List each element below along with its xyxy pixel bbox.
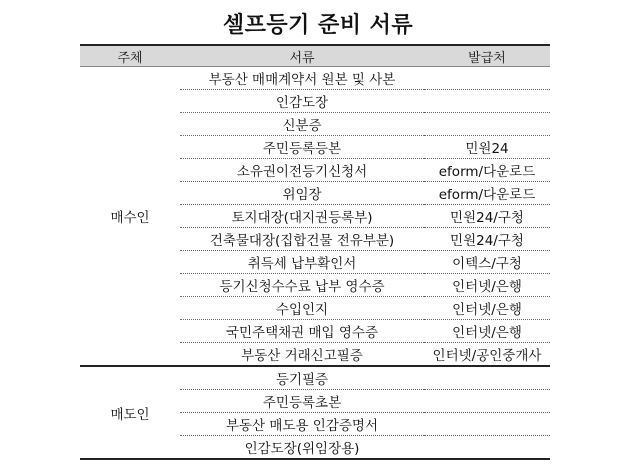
document-cell: 주민등록등본 [180, 136, 424, 159]
issuer-cell: 민원24 [424, 136, 550, 159]
document-cell: 수입인지 [180, 297, 424, 320]
table-row [80, 366, 550, 390]
document-cell: 건축물대장(집합건물 전유부분) [180, 228, 424, 251]
document-cell: 등기신청수수료 납부 영수증 [180, 274, 424, 297]
issuer-cell: 이텍스/구청 [424, 251, 550, 274]
header-issuer: 발급처 [424, 45, 550, 67]
document-cell: 소유권이전등기신청서 [180, 159, 424, 182]
table-row [80, 67, 550, 90]
issuer-cell: 민원24/구청 [424, 228, 550, 251]
issuer-cell: 민원24/구청 [424, 205, 550, 228]
header-row [80, 45, 550, 67]
document-cell: 부동산 거래신고필증 [180, 343, 424, 367]
issuer-cell: eform/다운로드 [424, 159, 550, 182]
issuer-cell: eform/다운로드 [424, 182, 550, 205]
issuer-cell: 인터넷/은행 [424, 320, 550, 343]
document-cell: 주민등록초본 [180, 390, 424, 413]
subject-cell: 매도인 [80, 366, 180, 459]
document-cell: 취득세 납부확인서 [180, 251, 424, 274]
document-cell: 부동산 매도용 인감증명서 [180, 413, 424, 436]
document-cell: 위임장 [180, 182, 424, 205]
issuer-cell [424, 390, 550, 413]
header-subject: 주체 [80, 45, 180, 67]
document-cell: 국민주택채권 매입 영수증 [180, 320, 424, 343]
document-cell: 부동산 매매계약서 원본 및 사본 [180, 67, 424, 90]
document-cell: 인감도장 [180, 90, 424, 113]
issuer-cell [424, 413, 550, 436]
table-body [80, 67, 550, 460]
issuer-cell: 인터넷/은행 [424, 274, 550, 297]
issuer-cell: 인터넷/은행 [424, 297, 550, 320]
issuer-cell [424, 90, 550, 113]
issuer-cell: 인터넷/공인중개사 [424, 343, 550, 367]
document-cell: 등기필증 [180, 366, 424, 390]
issuer-cell [424, 113, 550, 136]
subject-cell: 매수인 [80, 67, 180, 367]
documents-table [80, 44, 550, 460]
issuer-cell [424, 67, 550, 90]
table-header [80, 45, 550, 67]
header-document: 서류 [180, 45, 424, 67]
issuer-cell [424, 366, 550, 390]
page-title: 셀프등기 준비 서류 [222, 13, 414, 38]
document-cell: 인감도장(위임장용) [180, 436, 424, 460]
document-cell: 토지대장(대지권등록부) [180, 205, 424, 228]
document-cell: 신분증 [180, 113, 424, 136]
issuer-cell [424, 436, 550, 460]
